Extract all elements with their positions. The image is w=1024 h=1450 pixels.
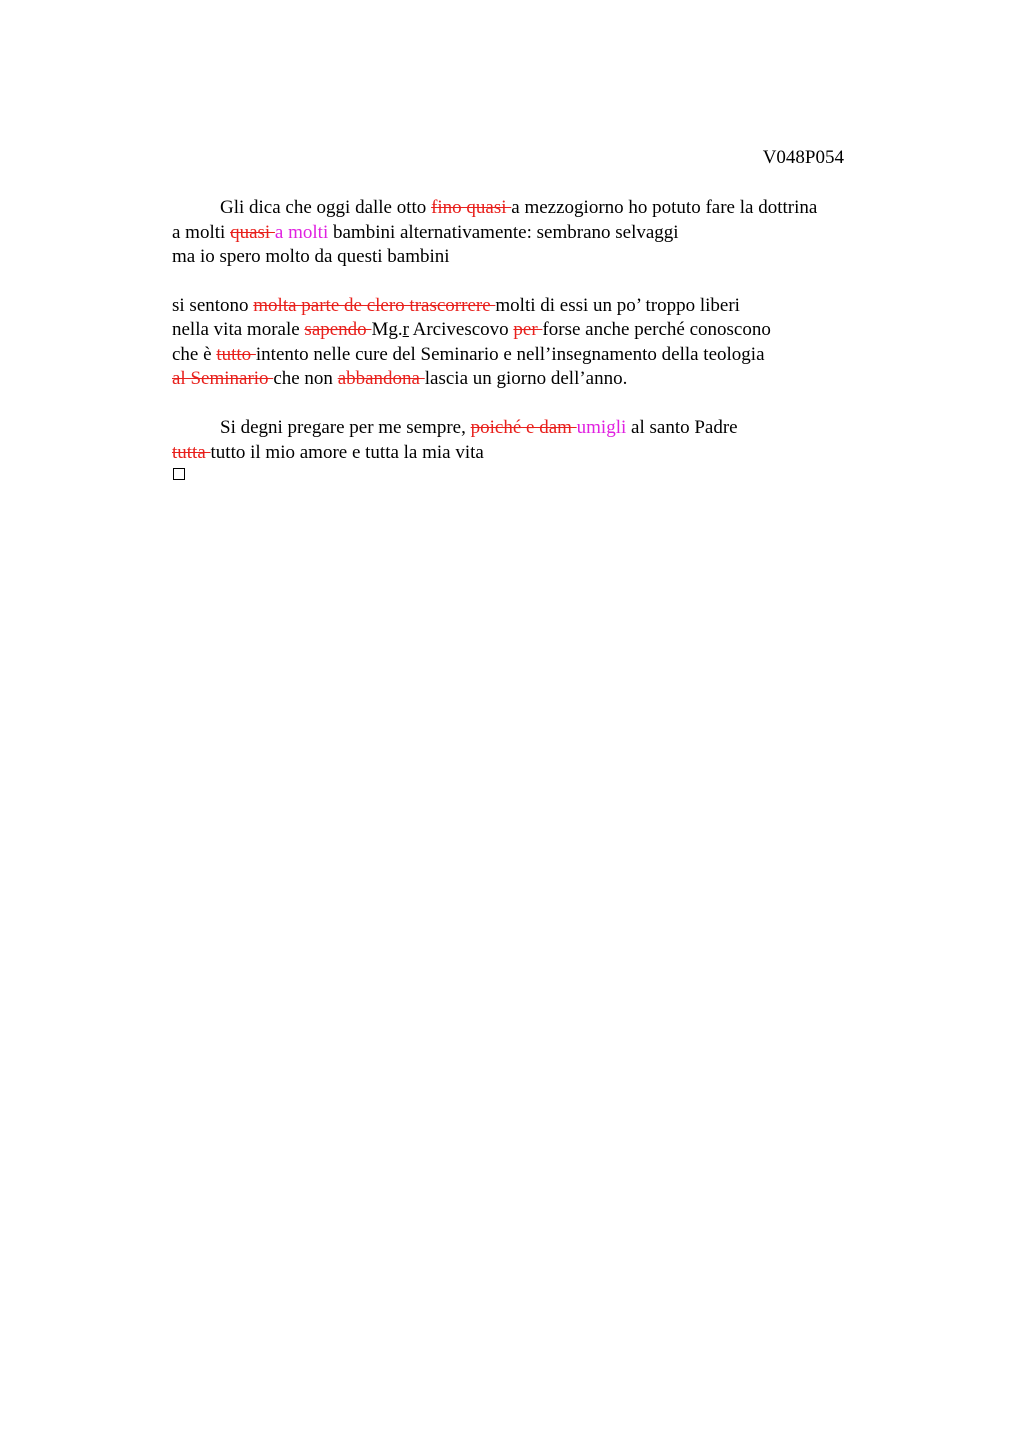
deleted-text: abbandona [337,368,425,389]
text-line-3 [172,246,450,268]
deleted-text: tutta [172,442,211,463]
text-run: Arcivescovo [408,319,514,340]
text-run: lascia un giorno dell’anno. [424,368,628,389]
text-run: ma io spero molto da questi bambini [172,246,450,267]
text-run: al santo Padre [626,417,738,438]
inserted-text: a molti [274,222,329,243]
text-run: si sentono [172,295,254,316]
text-run: che non [273,368,338,389]
text-run: tutto il mio amore e tutta la mia vita [210,442,484,463]
deleted-text: fino quasi [431,197,512,218]
deleted-text: per [513,319,543,340]
text-line-9 [172,442,484,464]
text-line-8 [220,417,738,439]
text-run: Si degni pregare per me sempre, [220,417,471,438]
underlined-text: r [402,319,409,340]
text-line-2 [172,222,679,244]
deleted-text: tutto [216,344,256,365]
text-run: Mg. [371,319,403,340]
text-line-7 [172,368,627,390]
text-run: che è [172,344,217,365]
text-line-4 [172,295,740,317]
deleted-text: sapendo [304,319,372,340]
deleted-text: al Seminario [172,368,274,389]
deleted-text: poiché e dam [470,417,577,438]
page-id: V048P054 [762,147,844,168]
text-run: a mezzogiorno ho potuto fare la dottrina [511,197,818,218]
text-run: a molti [172,222,231,243]
text-line-5 [172,319,771,341]
text-run: intento nelle cure del Seminario e nell’insegnamento della teologia [255,344,765,365]
text-run: Gli dica che oggi dalle otto [220,197,432,218]
text-line-1 [220,197,817,219]
text-run: bambini alternativamente: sembrano selvaggi [328,222,679,243]
text-run: nella vita morale [172,319,305,340]
text-run: forse anche perché conoscono [542,319,771,340]
checkbox-square-icon [173,468,185,480]
text-line-6 [172,344,765,366]
deleted-text: molta parte de clero trascorrere [253,295,496,316]
text-run: molti di essi un po’ troppo liberi [495,295,740,316]
deleted-text: quasi [230,222,275,243]
inserted-text: umigli [576,417,627,438]
